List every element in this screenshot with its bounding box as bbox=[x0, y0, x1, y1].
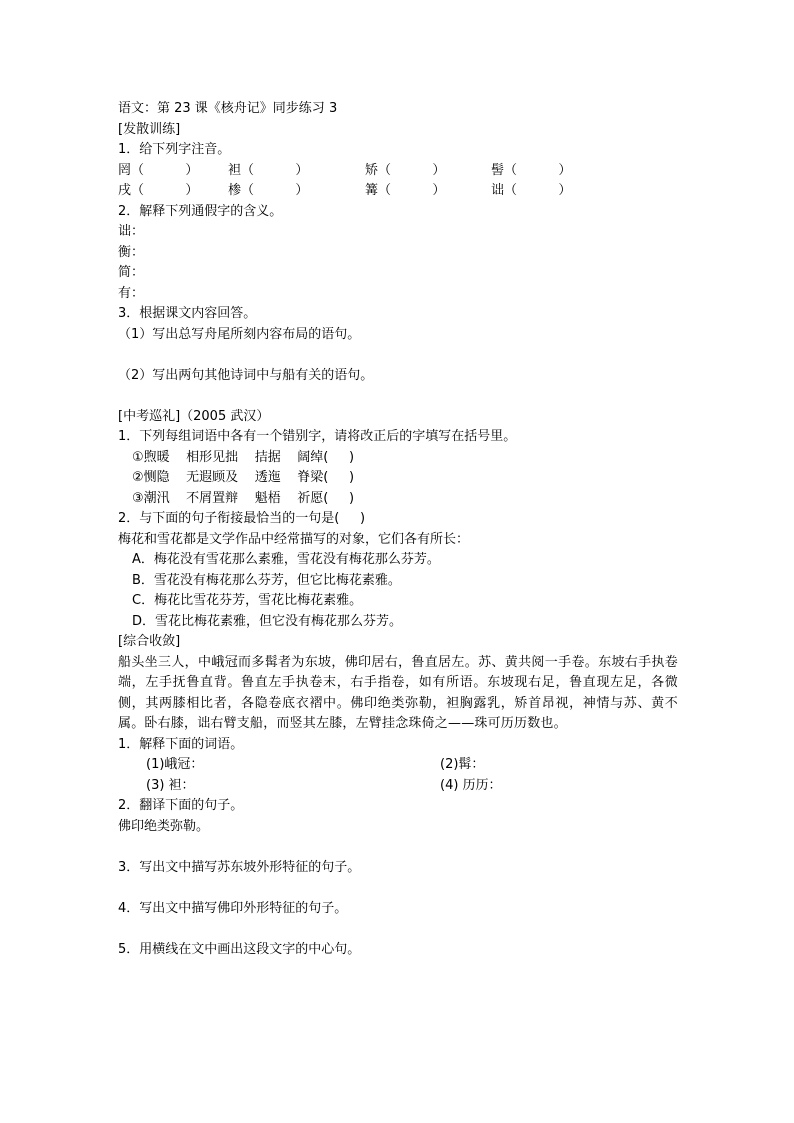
definition-item: (4) 历历： bbox=[440, 777, 502, 793]
definition-row bbox=[118, 755, 678, 776]
page-title: 语文：第 23 课《核舟记》同步练习 3 bbox=[118, 101, 338, 116]
word-group-item: ③潮汛 不屑置辩 魁梧 祈愿( ) bbox=[132, 490, 355, 506]
choice-option: B．雪花没有梅花那么芬芳，但它比梅花素雅。 bbox=[132, 572, 401, 588]
word-group-item: ①煦暖 相形见拙 拮据 阔绰( ) bbox=[132, 449, 355, 465]
exam-question-1: 1．下列每组词语中各有一个错别字，请将改正后的字填写在括号里。 bbox=[118, 429, 517, 444]
definition-item: (3) 袒： bbox=[146, 777, 195, 793]
comp-question-5: 5．用横线在文中画出这段文字的中心句。 bbox=[118, 941, 361, 957]
pinyin-item: 戌（ ） bbox=[118, 183, 199, 198]
definition-item: (2)髯： bbox=[440, 757, 485, 772]
tongjia-item: 有： bbox=[118, 285, 145, 301]
worksheet bbox=[118, 99, 678, 960]
tongjia-item: 诎： bbox=[118, 224, 145, 239]
definition-row bbox=[118, 776, 678, 797]
pinyin-item: 诎（ ） bbox=[491, 183, 572, 198]
comp-question-2: 2．翻译下面的句子。 bbox=[118, 798, 244, 813]
choice-option: C．梅花比雪花芬芳，雪花比梅花素雅。 bbox=[132, 593, 363, 608]
pinyin-item: 髻（ ） bbox=[491, 162, 572, 178]
section-heading-exam: [中考巡礼]（2005 武汉） bbox=[118, 408, 270, 424]
pinyin-item: 篝（ ） bbox=[365, 183, 446, 198]
choice-option: D．雪花比梅花素雅，但它没有梅花那么芬芳。 bbox=[132, 613, 403, 629]
answer-space bbox=[118, 919, 678, 940]
answer-space bbox=[118, 386, 678, 407]
translation-sentence: 佛印绝类弥勒。 bbox=[118, 818, 210, 834]
question-3-1: （1）写出总写舟尾所刻内容布局的语句。 bbox=[118, 326, 361, 342]
comp-question-3: 3．写出文中描写苏东坡外形特征的句子。 bbox=[118, 859, 361, 875]
pinyin-item: 袒（ ） bbox=[228, 162, 309, 178]
answer-space bbox=[118, 837, 678, 858]
section-heading-divergent: [发散训练] bbox=[118, 121, 181, 137]
comp-question-4: 4．写出文中描写佛印外形特征的句子。 bbox=[118, 900, 348, 916]
definition-item: (1)峨冠： bbox=[146, 757, 204, 772]
answer-space bbox=[118, 345, 678, 366]
question-stem: 梅花和雪花都是文学作品中经常描写的对象，它们各有所长： bbox=[118, 531, 470, 547]
choice-option: A．梅花没有雪花那么素雅，雪花没有梅花那么芬芳。 bbox=[132, 552, 440, 567]
word-group-item: ②恻隐 无遐顾及 透迤 脊梁( ) bbox=[132, 470, 355, 485]
pinyin-item: 矫（ ） bbox=[365, 162, 446, 178]
question-3-2: （2）写出两句其他诗词中与船有关的语句。 bbox=[118, 367, 374, 383]
reading-passage: 船头坐三人，中峨冠而多髯者为东坡，佛印居右，鲁直居左。苏、黄共阅一手卷。东坡右手执卷端，左手抚鲁直背。鲁直左手执卷末，右手指卷，如有所语。东坡现右足，鲁直现左足，各微侧，其两膝相比者，各隐卷底衣褶中。佛印绝类弥勒，袒胸露乳，矫首昂视，神情与苏、黄不属。卧右膝，诎右臂支船，而竖其左膝，左臂挂念珠倚之——珠可历历数也。 bbox=[118, 654, 678, 731]
answer-space bbox=[118, 878, 678, 899]
exam-question-2: 2．与下面的句子衔接最恰当的一句是( ) bbox=[118, 511, 366, 526]
section-heading-comprehensive: [综合收敛] bbox=[118, 634, 181, 649]
pinyin-item: 罔（ ） bbox=[118, 162, 199, 178]
question-1: 1．给下列字注音。 bbox=[118, 142, 231, 157]
comp-question-1: 1．解释下面的词语。 bbox=[118, 736, 244, 752]
pinyin-row bbox=[118, 161, 678, 182]
question-3: 3．根据课文内容回答。 bbox=[118, 306, 257, 321]
pinyin-row bbox=[118, 181, 678, 202]
question-2: 2．解释下列通假字的含义。 bbox=[118, 203, 283, 219]
pinyin-item: 椮（ ） bbox=[228, 183, 309, 198]
tongjia-item: 简： bbox=[118, 265, 145, 280]
tongjia-item: 衡： bbox=[118, 244, 145, 260]
